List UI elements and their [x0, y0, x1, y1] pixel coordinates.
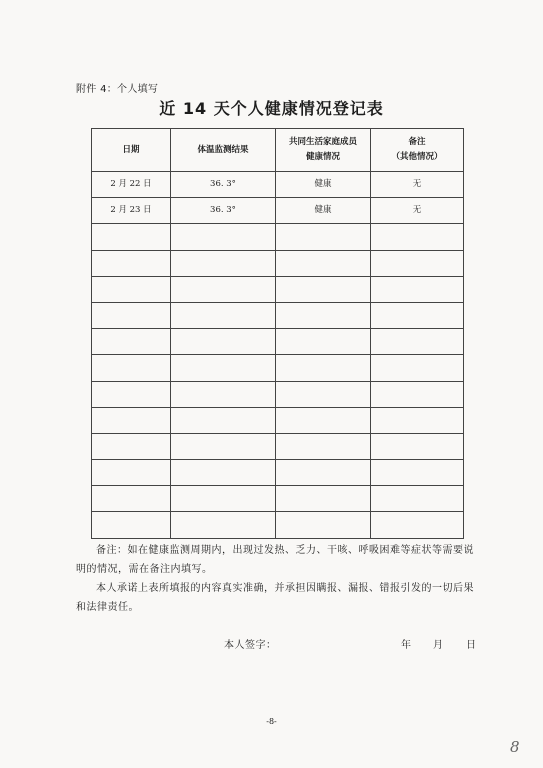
empty-cell[interactable] — [92, 250, 171, 276]
empty-cell[interactable] — [92, 460, 171, 486]
empty-cell[interactable] — [276, 381, 371, 407]
empty-cell[interactable] — [276, 329, 371, 355]
empty-cell[interactable] — [276, 512, 371, 538]
empty-cell[interactable] — [171, 224, 276, 250]
commitment-statement: 本人承诺上表所填报的内容真实准确，并承担因瞒报、漏报、错报引发的一切后果和法律责任。 — [76, 583, 474, 613]
empty-cell[interactable] — [371, 433, 464, 459]
empty-cell[interactable] — [171, 355, 276, 381]
empty-cell[interactable] — [92, 486, 171, 512]
empty-cell[interactable] — [92, 329, 171, 355]
cell-family-health[interactable]: 健康 — [276, 198, 371, 224]
cell-temperature[interactable]: 36. 3° — [171, 198, 276, 224]
cell-date[interactable]: 2 月 22 日 — [92, 172, 171, 198]
page-title: 近 14 天个人健康情况登记表 — [159, 99, 384, 118]
remark-note: 备注：如在健康监测周期内，出现过发热、乏力、干咳、呼吸困难等症状等需要说明的情况，需在备注内填写。 — [76, 545, 474, 575]
empty-cell[interactable] — [371, 329, 464, 355]
empty-table-row — [92, 486, 464, 512]
table-row — [92, 198, 464, 224]
empty-table-row — [92, 433, 464, 459]
page-number: -8- — [266, 717, 277, 726]
column-header-remarks-line2: （其他情况） — [391, 152, 443, 162]
empty-cell[interactable] — [92, 407, 171, 433]
empty-cell[interactable] — [171, 512, 276, 538]
empty-table-row — [92, 512, 464, 538]
empty-cell[interactable] — [276, 486, 371, 512]
empty-cell[interactable] — [371, 486, 464, 512]
column-header-family-health — [276, 129, 371, 172]
empty-table-row — [92, 224, 464, 250]
column-header-remarks-line1: 备注 — [408, 137, 426, 147]
empty-cell[interactable] — [171, 250, 276, 276]
attachment-label: 附件 4：个人填写 — [76, 84, 159, 95]
empty-cell[interactable] — [371, 250, 464, 276]
empty-cell[interactable] — [92, 512, 171, 538]
empty-cell[interactable] — [276, 276, 371, 302]
empty-table-row — [92, 407, 464, 433]
column-header-family-line2: 健康情况 — [305, 152, 340, 162]
date-month-label: 月 — [433, 640, 443, 651]
empty-cell[interactable] — [276, 302, 371, 328]
empty-table-row — [92, 355, 464, 381]
empty-table-row — [92, 276, 464, 302]
empty-cell[interactable] — [371, 224, 464, 250]
signature-label: 本人签字： — [224, 640, 277, 651]
empty-table-row — [92, 381, 464, 407]
empty-cell[interactable] — [171, 276, 276, 302]
empty-cell[interactable] — [92, 381, 171, 407]
empty-table-row — [92, 250, 464, 276]
date-day-label: 日 — [466, 640, 476, 651]
cell-temperature[interactable]: 36. 3° — [171, 172, 276, 198]
empty-cell[interactable] — [371, 460, 464, 486]
empty-cell[interactable] — [276, 224, 371, 250]
empty-cell[interactable] — [276, 460, 371, 486]
empty-cell[interactable] — [371, 512, 464, 538]
empty-cell[interactable] — [276, 355, 371, 381]
empty-cell[interactable] — [171, 486, 276, 512]
column-header-family-line1: 共同生活家庭成员 — [288, 137, 357, 147]
empty-table-row — [92, 302, 464, 328]
date-year-label: 年 — [401, 640, 411, 651]
column-header-temperature: 体温监测结果 — [171, 129, 276, 172]
empty-cell[interactable] — [171, 460, 276, 486]
handwritten-page-mark: 8 — [510, 738, 520, 756]
empty-cell[interactable] — [171, 329, 276, 355]
empty-cell[interactable] — [276, 250, 371, 276]
notes-section — [76, 541, 476, 617]
empty-table-row — [92, 329, 464, 355]
empty-cell[interactable] — [371, 407, 464, 433]
empty-cell[interactable] — [92, 355, 171, 381]
empty-cell[interactable] — [371, 381, 464, 407]
column-header-remarks — [371, 129, 464, 172]
column-header-date: 日期 — [92, 129, 171, 172]
empty-cell[interactable] — [171, 302, 276, 328]
empty-cell[interactable] — [171, 433, 276, 459]
empty-table-row — [92, 460, 464, 486]
table-header-row — [92, 129, 464, 172]
cell-date[interactable]: 2 月 23 日 — [92, 198, 171, 224]
empty-cell[interactable] — [92, 276, 171, 302]
table-row — [92, 172, 464, 198]
cell-remarks[interactable]: 无 — [371, 172, 464, 198]
empty-cell[interactable] — [371, 276, 464, 302]
cell-family-health[interactable]: 健康 — [276, 172, 371, 198]
empty-cell[interactable] — [276, 407, 371, 433]
empty-cell[interactable] — [276, 433, 371, 459]
empty-cell[interactable] — [92, 224, 171, 250]
empty-cell[interactable] — [92, 433, 171, 459]
empty-cell[interactable] — [92, 302, 171, 328]
empty-cell[interactable] — [371, 302, 464, 328]
empty-cell[interactable] — [171, 381, 276, 407]
health-registration-table — [91, 128, 464, 539]
cell-remarks[interactable]: 无 — [371, 198, 464, 224]
empty-cell[interactable] — [371, 355, 464, 381]
empty-cell[interactable] — [171, 407, 276, 433]
